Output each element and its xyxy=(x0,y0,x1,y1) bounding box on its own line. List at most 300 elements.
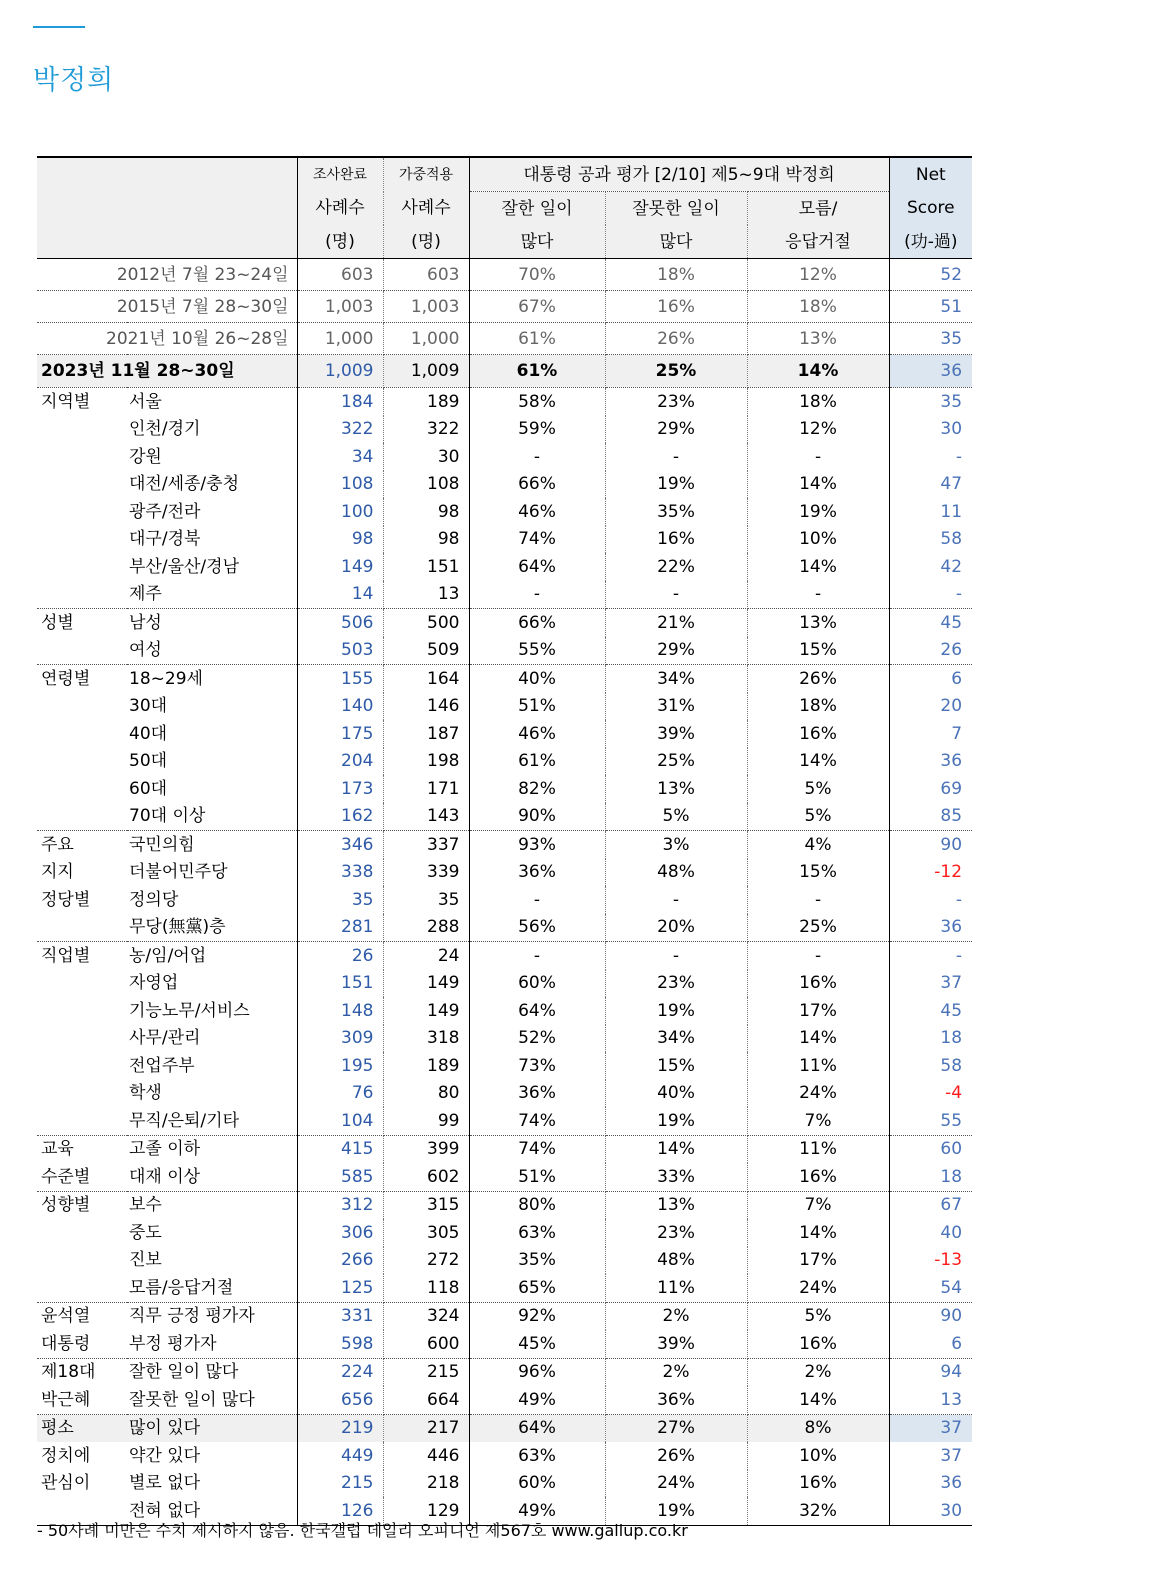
sample-count: 34 xyxy=(297,443,383,471)
dk-percent: 10% xyxy=(747,1442,889,1470)
header-evaluation-title: 대통령 공과 평가 [2/10] 제5~9대 박정희 xyxy=(469,157,889,192)
dk-percent: 12% xyxy=(747,416,889,444)
header-weighted-unit: (명) xyxy=(383,225,469,259)
weighted-count: 189 xyxy=(383,1052,469,1080)
header-dk-2: 응답거절 xyxy=(747,225,889,259)
good-percent: 56% xyxy=(469,914,605,942)
net-score: 67 xyxy=(940,1195,963,1216)
sample-count: 204 xyxy=(297,748,383,776)
bad-percent: 14% xyxy=(605,1135,747,1163)
sample-count: 35 xyxy=(297,886,383,914)
segment-label: 잘못한 일이 많다 xyxy=(127,1386,297,1414)
net-score: 13 xyxy=(889,1386,972,1414)
sample-count: 224 xyxy=(297,1358,383,1386)
weighted-count: 35 xyxy=(383,886,469,914)
header-bad-2: 많다 xyxy=(605,225,747,259)
bad-percent: - xyxy=(605,443,747,471)
segment-label: 18~29세 xyxy=(127,665,297,693)
sample-count: 149 xyxy=(297,553,383,581)
net-score: 20 xyxy=(940,696,963,717)
group-label xyxy=(37,1080,127,1108)
group-label: 정치에 xyxy=(41,1445,91,1466)
good-percent: 58% xyxy=(469,388,605,416)
good-percent: 93% xyxy=(469,831,605,859)
table-row xyxy=(37,1247,972,1275)
net-score: 58 xyxy=(940,1055,963,1076)
good-percent: 60% xyxy=(469,1470,605,1498)
net-score: 45 xyxy=(940,1000,963,1021)
weighted-count: 129 xyxy=(383,1497,469,1525)
good-percent: 60% xyxy=(469,970,605,998)
dk-percent: 5% xyxy=(747,803,889,831)
weighted-count: 118 xyxy=(383,1274,469,1302)
good-percent: 35% xyxy=(469,1247,605,1275)
dk-percent: 14% xyxy=(747,1025,889,1053)
weighted-count: 315 xyxy=(383,1191,469,1219)
table-row xyxy=(37,1302,972,1330)
net-score: 6 xyxy=(951,668,963,689)
bad-percent: 35% xyxy=(605,498,747,526)
bad-percent: 2% xyxy=(605,1358,747,1386)
header-net: Net xyxy=(889,157,972,192)
good-percent: 36% xyxy=(469,859,605,887)
bad-percent: 33% xyxy=(605,1163,747,1191)
net-score: 54 xyxy=(889,1274,972,1302)
dk-percent: 14% xyxy=(747,748,889,776)
dk-percent: 19% xyxy=(747,498,889,526)
bad-percent: 29% xyxy=(605,416,747,444)
good-percent: 51% xyxy=(469,1163,605,1191)
net-score: 37 xyxy=(940,973,963,994)
bad-percent: 19% xyxy=(605,1497,747,1525)
group-label xyxy=(37,1247,127,1275)
bad-percent: 26% xyxy=(605,1442,747,1470)
sample-count: 656 xyxy=(297,1386,383,1414)
weighted-count: 98 xyxy=(383,526,469,554)
weighted-count: 305 xyxy=(383,1219,469,1247)
segment-label: 인천/경기 xyxy=(127,416,297,444)
table-row xyxy=(37,553,972,581)
bad-percent: 34% xyxy=(605,665,747,693)
segment-label: 사무/관리 xyxy=(127,1025,297,1053)
group-label: 직업별 xyxy=(41,945,91,966)
group-label: 평소 xyxy=(37,1414,127,1442)
table-row xyxy=(37,1219,972,1247)
table-row xyxy=(37,775,972,803)
weighted-count: 30 xyxy=(383,443,469,471)
group-label xyxy=(37,553,127,581)
segment-label: 광주/전라 xyxy=(127,498,297,526)
dk-percent: 11% xyxy=(747,1052,889,1080)
sample-count: 76 xyxy=(297,1080,383,1108)
net-score: 60 xyxy=(940,1139,963,1160)
segment-label: 모름/응답거절 xyxy=(127,1274,297,1302)
dk-percent: 25% xyxy=(747,914,889,942)
segment-label: 학생 xyxy=(127,1080,297,1108)
bad-percent: 48% xyxy=(605,859,747,887)
net-score: 36 xyxy=(889,914,972,942)
good-percent: - xyxy=(469,942,605,970)
good-percent: 63% xyxy=(469,1219,605,1247)
segment-label: 부정 평가자 xyxy=(127,1330,297,1358)
net-score: 58 xyxy=(940,529,963,550)
segment-label: 정의당 xyxy=(127,886,297,914)
net-score: 36 xyxy=(940,1473,963,1494)
dk-percent: 13% xyxy=(747,609,889,637)
bad-percent: 34% xyxy=(605,1025,747,1053)
net-score: 37 xyxy=(889,1414,972,1442)
net-score: 7 xyxy=(951,723,963,744)
sample-count: 215 xyxy=(297,1470,383,1498)
net-score: 30 xyxy=(940,419,963,440)
segment-label: 고졸 이하 xyxy=(127,1135,297,1163)
sample-count: 331 xyxy=(297,1302,383,1330)
weighted-count: 146 xyxy=(383,693,469,721)
header-net-formula: (功-過) xyxy=(889,225,972,259)
dk-percent: - xyxy=(747,443,889,471)
group-label xyxy=(37,581,127,609)
header-good-1: 잘한 일이 xyxy=(469,192,605,226)
group-label xyxy=(37,471,127,499)
segment-label: 여성 xyxy=(127,637,297,665)
dk-percent: 7% xyxy=(747,1107,889,1135)
group-label: 지역별 xyxy=(41,391,91,412)
segment-label: 40대 xyxy=(127,720,297,748)
current-total-row: 2023년 11월 28~30일 1,009 1,009 61% 25% 14% 36 xyxy=(37,355,972,388)
net-score: 36 xyxy=(940,751,963,772)
segment-label: 강원 xyxy=(127,443,297,471)
sample-count: 195 xyxy=(297,1052,383,1080)
weighted-count: 446 xyxy=(383,1442,469,1470)
segment-label: 자영업 xyxy=(127,970,297,998)
dk-percent: 16% xyxy=(747,970,889,998)
group-label xyxy=(37,1025,127,1053)
table-row xyxy=(37,416,972,444)
segment-label: 진보 xyxy=(127,1247,297,1275)
bad-percent: 15% xyxy=(605,1052,747,1080)
weighted-count: 187 xyxy=(383,720,469,748)
sample-count: 148 xyxy=(297,997,383,1025)
segment-label: 잘한 일이 많다 xyxy=(127,1358,297,1386)
header-weighted-label: 사례수 xyxy=(383,192,469,226)
table-row xyxy=(37,748,972,776)
sample-count: 306 xyxy=(297,1219,383,1247)
weighted-count: 288 xyxy=(383,914,469,942)
weighted-count: 164 xyxy=(383,665,469,693)
dk-percent: 2% xyxy=(747,1358,889,1386)
table-row xyxy=(37,1135,972,1163)
sample-count: 126 xyxy=(297,1497,383,1525)
segment-label: 전업주부 xyxy=(127,1052,297,1080)
table-row xyxy=(37,1080,972,1108)
sample-count: 312 xyxy=(297,1191,383,1219)
net-score: - xyxy=(955,889,963,910)
sample-count: 506 xyxy=(297,609,383,637)
sample-count: 108 xyxy=(297,471,383,499)
header-weighted-count: 가중적용 xyxy=(383,157,469,192)
weighted-count: 322 xyxy=(383,416,469,444)
weighted-count: 215 xyxy=(383,1358,469,1386)
group-label: 연령별 xyxy=(41,668,91,689)
group-label xyxy=(37,1052,127,1080)
table-row xyxy=(37,1386,972,1414)
table-row xyxy=(37,443,972,471)
good-percent: - xyxy=(469,443,605,471)
group-label xyxy=(37,1107,127,1135)
dk-percent: 5% xyxy=(747,775,889,803)
good-percent: - xyxy=(469,886,605,914)
segment-label: 더불어민주당 xyxy=(127,859,297,887)
group-label: 주요 xyxy=(41,834,74,855)
segment-label: 무직/은퇴/기타 xyxy=(127,1107,297,1135)
table-row xyxy=(37,831,972,859)
weighted-count: 318 xyxy=(383,1025,469,1053)
net-score: -13 xyxy=(934,1250,963,1271)
table-header xyxy=(37,157,972,259)
dk-percent: 14% xyxy=(747,471,889,499)
net-score: -4 xyxy=(945,1083,963,1104)
weighted-count: 218 xyxy=(383,1470,469,1498)
bad-percent: 19% xyxy=(605,997,747,1025)
table-row xyxy=(37,637,972,665)
survey-table xyxy=(37,156,972,1526)
group-label xyxy=(37,720,127,748)
dk-percent: 17% xyxy=(747,1247,889,1275)
group-label: 대통령 xyxy=(37,1330,127,1358)
net-score: 18 xyxy=(889,1163,972,1191)
good-percent: 46% xyxy=(469,720,605,748)
history-row: 2021년 10월 26~28일 1,000 1,000 61% 26% 13% 35 xyxy=(37,323,972,355)
bad-percent: 23% xyxy=(605,388,747,416)
table-row xyxy=(37,693,972,721)
bad-percent: 48% xyxy=(605,1247,747,1275)
group-label xyxy=(37,693,127,721)
segment-label: 부산/울산/경남 xyxy=(127,553,297,581)
segment-label: 서울 xyxy=(127,388,297,416)
dk-percent: 16% xyxy=(747,1163,889,1191)
sample-count: 322 xyxy=(297,416,383,444)
weighted-count: 143 xyxy=(383,803,469,831)
sample-count: 184 xyxy=(297,388,383,416)
sample-count: 140 xyxy=(297,693,383,721)
header-blank xyxy=(37,157,297,192)
net-score: 69 xyxy=(940,778,963,799)
good-percent: 36% xyxy=(469,1080,605,1108)
weighted-count: 600 xyxy=(383,1330,469,1358)
bad-percent: 23% xyxy=(605,1219,747,1247)
weighted-count: 149 xyxy=(383,997,469,1025)
bad-percent: 40% xyxy=(605,1080,747,1108)
group-label xyxy=(37,416,127,444)
table-row xyxy=(37,1191,972,1219)
good-percent: 92% xyxy=(469,1302,605,1330)
header-good-2: 많다 xyxy=(469,225,605,259)
table-row xyxy=(37,970,972,998)
table-row xyxy=(37,1414,972,1442)
good-percent: 64% xyxy=(469,1414,605,1442)
table-row xyxy=(37,997,972,1025)
weighted-count: 151 xyxy=(383,553,469,581)
group-label xyxy=(37,997,127,1025)
dk-percent: 14% xyxy=(747,1219,889,1247)
bad-percent: 16% xyxy=(605,526,747,554)
table-body xyxy=(37,259,972,1526)
group-label xyxy=(37,748,127,776)
bad-percent: 22% xyxy=(605,553,747,581)
segment-label: 60대 xyxy=(127,775,297,803)
dk-percent: 18% xyxy=(747,693,889,721)
segment-label: 대구/경북 xyxy=(127,526,297,554)
segment-label: 무당(無黨)층 xyxy=(127,914,297,942)
dk-percent: 16% xyxy=(747,720,889,748)
good-percent: 66% xyxy=(469,471,605,499)
segment-label: 많이 있다 xyxy=(127,1414,297,1442)
sample-count: 338 xyxy=(297,859,383,887)
bad-percent: 3% xyxy=(605,831,747,859)
weighted-count: 602 xyxy=(383,1163,469,1191)
group-label xyxy=(37,1274,127,1302)
table-row xyxy=(37,609,972,637)
sample-count: 100 xyxy=(297,498,383,526)
table-row xyxy=(37,526,972,554)
group-label: 정당별 xyxy=(41,889,91,910)
bad-percent: 5% xyxy=(605,803,747,831)
net-score: 26 xyxy=(889,637,972,665)
bad-percent: 20% xyxy=(605,914,747,942)
table-row xyxy=(37,803,972,831)
good-percent: 61% xyxy=(469,748,605,776)
group-label: 관심이 xyxy=(41,1473,91,1494)
weighted-count: 189 xyxy=(383,388,469,416)
group-label xyxy=(37,970,127,998)
segment-label: 30대 xyxy=(127,693,297,721)
group-label xyxy=(37,443,127,471)
table-row xyxy=(37,859,972,887)
sample-count: 415 xyxy=(297,1135,383,1163)
group-label xyxy=(37,1219,127,1247)
header-bad-1: 잘못한 일이 xyxy=(605,192,747,226)
bad-percent: 27% xyxy=(605,1414,747,1442)
table-row xyxy=(37,1107,972,1135)
dk-percent: 14% xyxy=(747,553,889,581)
dk-percent: 11% xyxy=(747,1135,889,1163)
bad-percent: 36% xyxy=(605,1386,747,1414)
table-row xyxy=(37,720,972,748)
good-percent: 82% xyxy=(469,775,605,803)
segment-label: 제주 xyxy=(127,581,297,609)
segment-label: 보수 xyxy=(127,1191,297,1219)
good-percent: 64% xyxy=(469,553,605,581)
table-row xyxy=(37,1330,972,1358)
net-score: 90 xyxy=(940,1306,963,1327)
weighted-count: 217 xyxy=(383,1414,469,1442)
net-score: 30 xyxy=(889,1497,972,1525)
bad-percent: - xyxy=(605,942,747,970)
good-percent: 52% xyxy=(469,1025,605,1053)
table-row xyxy=(37,942,972,970)
group-label xyxy=(37,803,127,831)
net-score: 35 xyxy=(940,391,963,412)
good-percent: 51% xyxy=(469,693,605,721)
history-row: 2012년 7월 23~24일 603 603 70% 18% 12% 52 xyxy=(37,259,972,291)
sample-count: 125 xyxy=(297,1274,383,1302)
group-label xyxy=(37,637,127,665)
dk-percent: - xyxy=(747,581,889,609)
segment-label: 기능노무/서비스 xyxy=(127,997,297,1025)
sample-count: 155 xyxy=(297,665,383,693)
good-percent: 64% xyxy=(469,997,605,1025)
sample-count: 503 xyxy=(297,637,383,665)
sample-count: 151 xyxy=(297,970,383,998)
sample-count: 449 xyxy=(297,1442,383,1470)
dk-percent: - xyxy=(747,942,889,970)
bad-percent: 29% xyxy=(605,637,747,665)
bad-percent: 13% xyxy=(605,1191,747,1219)
dk-percent: 16% xyxy=(747,1330,889,1358)
group-label: 윤석열 xyxy=(41,1306,91,1327)
table-row xyxy=(37,665,972,693)
good-percent: 73% xyxy=(469,1052,605,1080)
sample-count: 598 xyxy=(297,1330,383,1358)
weighted-count: 24 xyxy=(383,942,469,970)
table-row xyxy=(37,1052,972,1080)
good-percent: 65% xyxy=(469,1274,605,1302)
good-percent: - xyxy=(469,581,605,609)
sample-count: 346 xyxy=(297,831,383,859)
table-row xyxy=(37,581,972,609)
good-percent: 74% xyxy=(469,526,605,554)
net-score: 37 xyxy=(940,1445,963,1466)
good-percent: 49% xyxy=(469,1386,605,1414)
good-percent: 40% xyxy=(469,665,605,693)
dk-percent: 5% xyxy=(747,1302,889,1330)
group-label: 제18대 xyxy=(41,1362,96,1383)
dk-percent: 4% xyxy=(747,831,889,859)
dk-percent: 10% xyxy=(747,526,889,554)
segment-label: 남성 xyxy=(127,609,297,637)
footnote: - 50사례 미만은 수치 제시하지 않음. 한국갤럽 데일리 오피니언 제567호 www.gallup.co.kr xyxy=(37,1521,688,1540)
bad-percent: - xyxy=(605,581,747,609)
segment-label: 전혀 없다 xyxy=(127,1497,297,1525)
group-label: 수준별 xyxy=(37,1163,127,1191)
table-row xyxy=(37,1025,972,1053)
segment-label: 대재 이상 xyxy=(127,1163,297,1191)
good-percent: 55% xyxy=(469,637,605,665)
group-label xyxy=(37,498,127,526)
group-label: 성별 xyxy=(41,612,74,633)
group-label: 지지 xyxy=(41,862,74,883)
bad-percent: 24% xyxy=(605,1470,747,1498)
dk-percent: 15% xyxy=(747,637,889,665)
header-score: Score xyxy=(889,192,972,226)
net-score: -12 xyxy=(934,862,963,883)
good-percent: 59% xyxy=(469,416,605,444)
net-score: 90 xyxy=(940,834,963,855)
segment-label: 국민의힘 xyxy=(127,831,297,859)
good-percent: 66% xyxy=(469,609,605,637)
weighted-count: 509 xyxy=(383,637,469,665)
weighted-count: 399 xyxy=(383,1135,469,1163)
net-score: 18 xyxy=(940,1028,963,1049)
weighted-count: 149 xyxy=(383,970,469,998)
table-row xyxy=(37,471,972,499)
table-row xyxy=(37,1274,972,1302)
weighted-count: 337 xyxy=(383,831,469,859)
weighted-count: 80 xyxy=(383,1080,469,1108)
history-row: 2015년 7월 28~30일 1,003 1,003 67% 16% 18% 51 xyxy=(37,291,972,323)
sample-count: 585 xyxy=(297,1163,383,1191)
segment-label: 중도 xyxy=(127,1219,297,1247)
